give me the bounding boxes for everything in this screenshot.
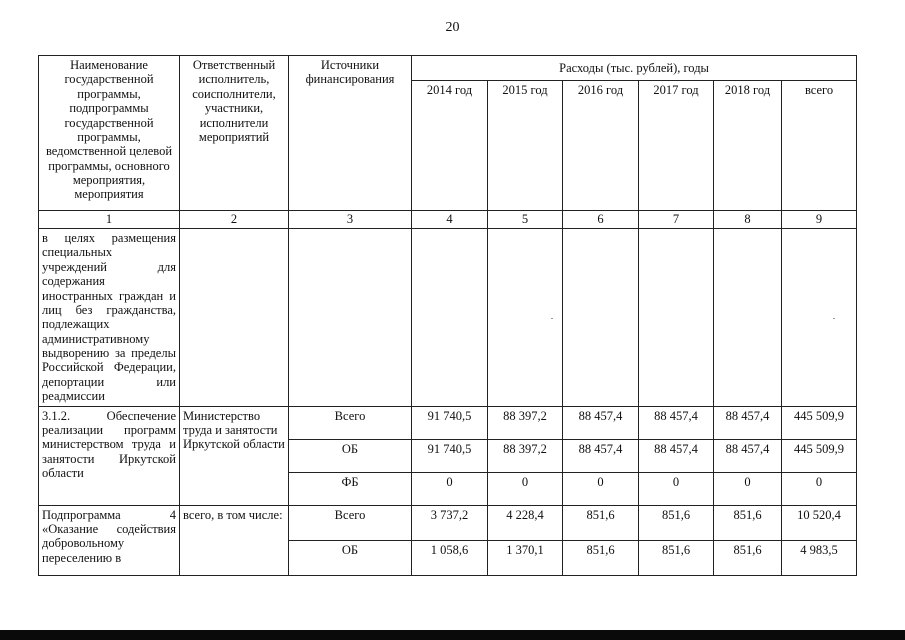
header-year-2015: 2015 год	[488, 81, 563, 211]
value-cell: 91 740,5	[412, 439, 488, 472]
value-cell: 851,6	[563, 505, 639, 540]
value-cell: 851,6	[639, 505, 714, 540]
value-cell: 0	[782, 472, 857, 505]
scan-border	[0, 630, 905, 640]
subprogram-name: Подпрограмма 4 «Оказание содействия добровольному переселению в	[39, 505, 180, 575]
value-cell: 10 520,4	[782, 505, 857, 540]
column-number: 3	[289, 211, 412, 229]
value-cell: 88 397,2	[488, 406, 563, 439]
column-number: 1	[39, 211, 180, 229]
funding-source: Всего	[289, 505, 412, 540]
value-cell: 0	[714, 472, 782, 505]
header-year-2014: 2014 год	[412, 81, 488, 211]
header-year-2016: 2016 год	[563, 81, 639, 211]
empty-cell	[782, 229, 857, 407]
value-cell: 0	[412, 472, 488, 505]
value-cell: 88 457,4	[639, 406, 714, 439]
value-cell: 88 397,2	[488, 439, 563, 472]
scan-speck	[833, 318, 835, 319]
table-row	[39, 406, 857, 439]
header-row	[39, 56, 857, 81]
value-cell: 88 457,4	[639, 439, 714, 472]
column-number: 6	[563, 211, 639, 229]
activity-executor: Министерство труда и занятости Иркутской области	[180, 406, 289, 505]
value-cell: 0	[563, 472, 639, 505]
page-number: 20	[445, 20, 460, 35]
funding-source: ФБ	[289, 472, 412, 505]
header-year-2018: 2018 год	[714, 81, 782, 211]
scan-speck	[551, 318, 553, 319]
value-cell: 4 983,5	[782, 540, 857, 575]
value-cell: 4 228,4	[488, 505, 563, 540]
value-cell: 88 457,4	[714, 439, 782, 472]
column-number: 9	[782, 211, 857, 229]
column-number: 2	[180, 211, 289, 229]
value-cell: 0	[488, 472, 563, 505]
empty-cell	[639, 229, 714, 407]
value-cell: 88 457,4	[563, 439, 639, 472]
value-cell: 0	[639, 472, 714, 505]
value-cell: 851,6	[714, 540, 782, 575]
column-number: 7	[639, 211, 714, 229]
table-row	[39, 229, 857, 407]
empty-cell	[563, 229, 639, 407]
value-cell: 88 457,4	[563, 406, 639, 439]
value-cell: 1 370,1	[488, 540, 563, 575]
table-row	[39, 505, 857, 540]
value-cell: 88 457,4	[714, 406, 782, 439]
value-cell: 445 509,9	[782, 406, 857, 439]
empty-cell	[180, 229, 289, 407]
empty-cell	[412, 229, 488, 407]
column-number: 4	[412, 211, 488, 229]
value-cell: 445 509,9	[782, 439, 857, 472]
header-year-2017: 2017 год	[639, 81, 714, 211]
empty-cell	[714, 229, 782, 407]
value-cell: 3 737,2	[412, 505, 488, 540]
header-program-name: Наименование государственной программы, подпрограммы государственной программы, ведомственной целевой программы, основного мероприятия, мероприятия	[39, 56, 180, 211]
continued-description: в целях размещения специальных учреждений для содержания иностранных граждан и лиц без гражданства, подлежащих административному выдворению за пределы Российской Федерации, депортации или реадмиссии	[39, 229, 180, 407]
empty-cell	[289, 229, 412, 407]
column-number-row	[39, 211, 857, 229]
header-total: всего	[782, 81, 857, 211]
value-cell: 851,6	[714, 505, 782, 540]
header-executor: Ответственный исполнитель, соисполнители, участники, исполнители мероприятий	[180, 56, 289, 211]
funding-source: ОБ	[289, 540, 412, 575]
value-cell: 1 058,6	[412, 540, 488, 575]
funding-source: ОБ	[289, 439, 412, 472]
value-cell: 851,6	[563, 540, 639, 575]
header-funding-source: Источники финансирования	[289, 56, 412, 211]
subprogram-executor: всего, в том числе:	[180, 505, 289, 575]
activity-name: 3.1.2. Обеспечение реализации программ министерством труда и занятости Иркутской области	[39, 406, 180, 505]
header-expenses: Расходы (тыс. рублей), годы	[412, 56, 857, 81]
funding-source: Всего	[289, 406, 412, 439]
value-cell: 91 740,5	[412, 406, 488, 439]
value-cell: 851,6	[639, 540, 714, 575]
column-number: 5	[488, 211, 563, 229]
column-number: 8	[714, 211, 782, 229]
budget-table	[38, 55, 857, 576]
